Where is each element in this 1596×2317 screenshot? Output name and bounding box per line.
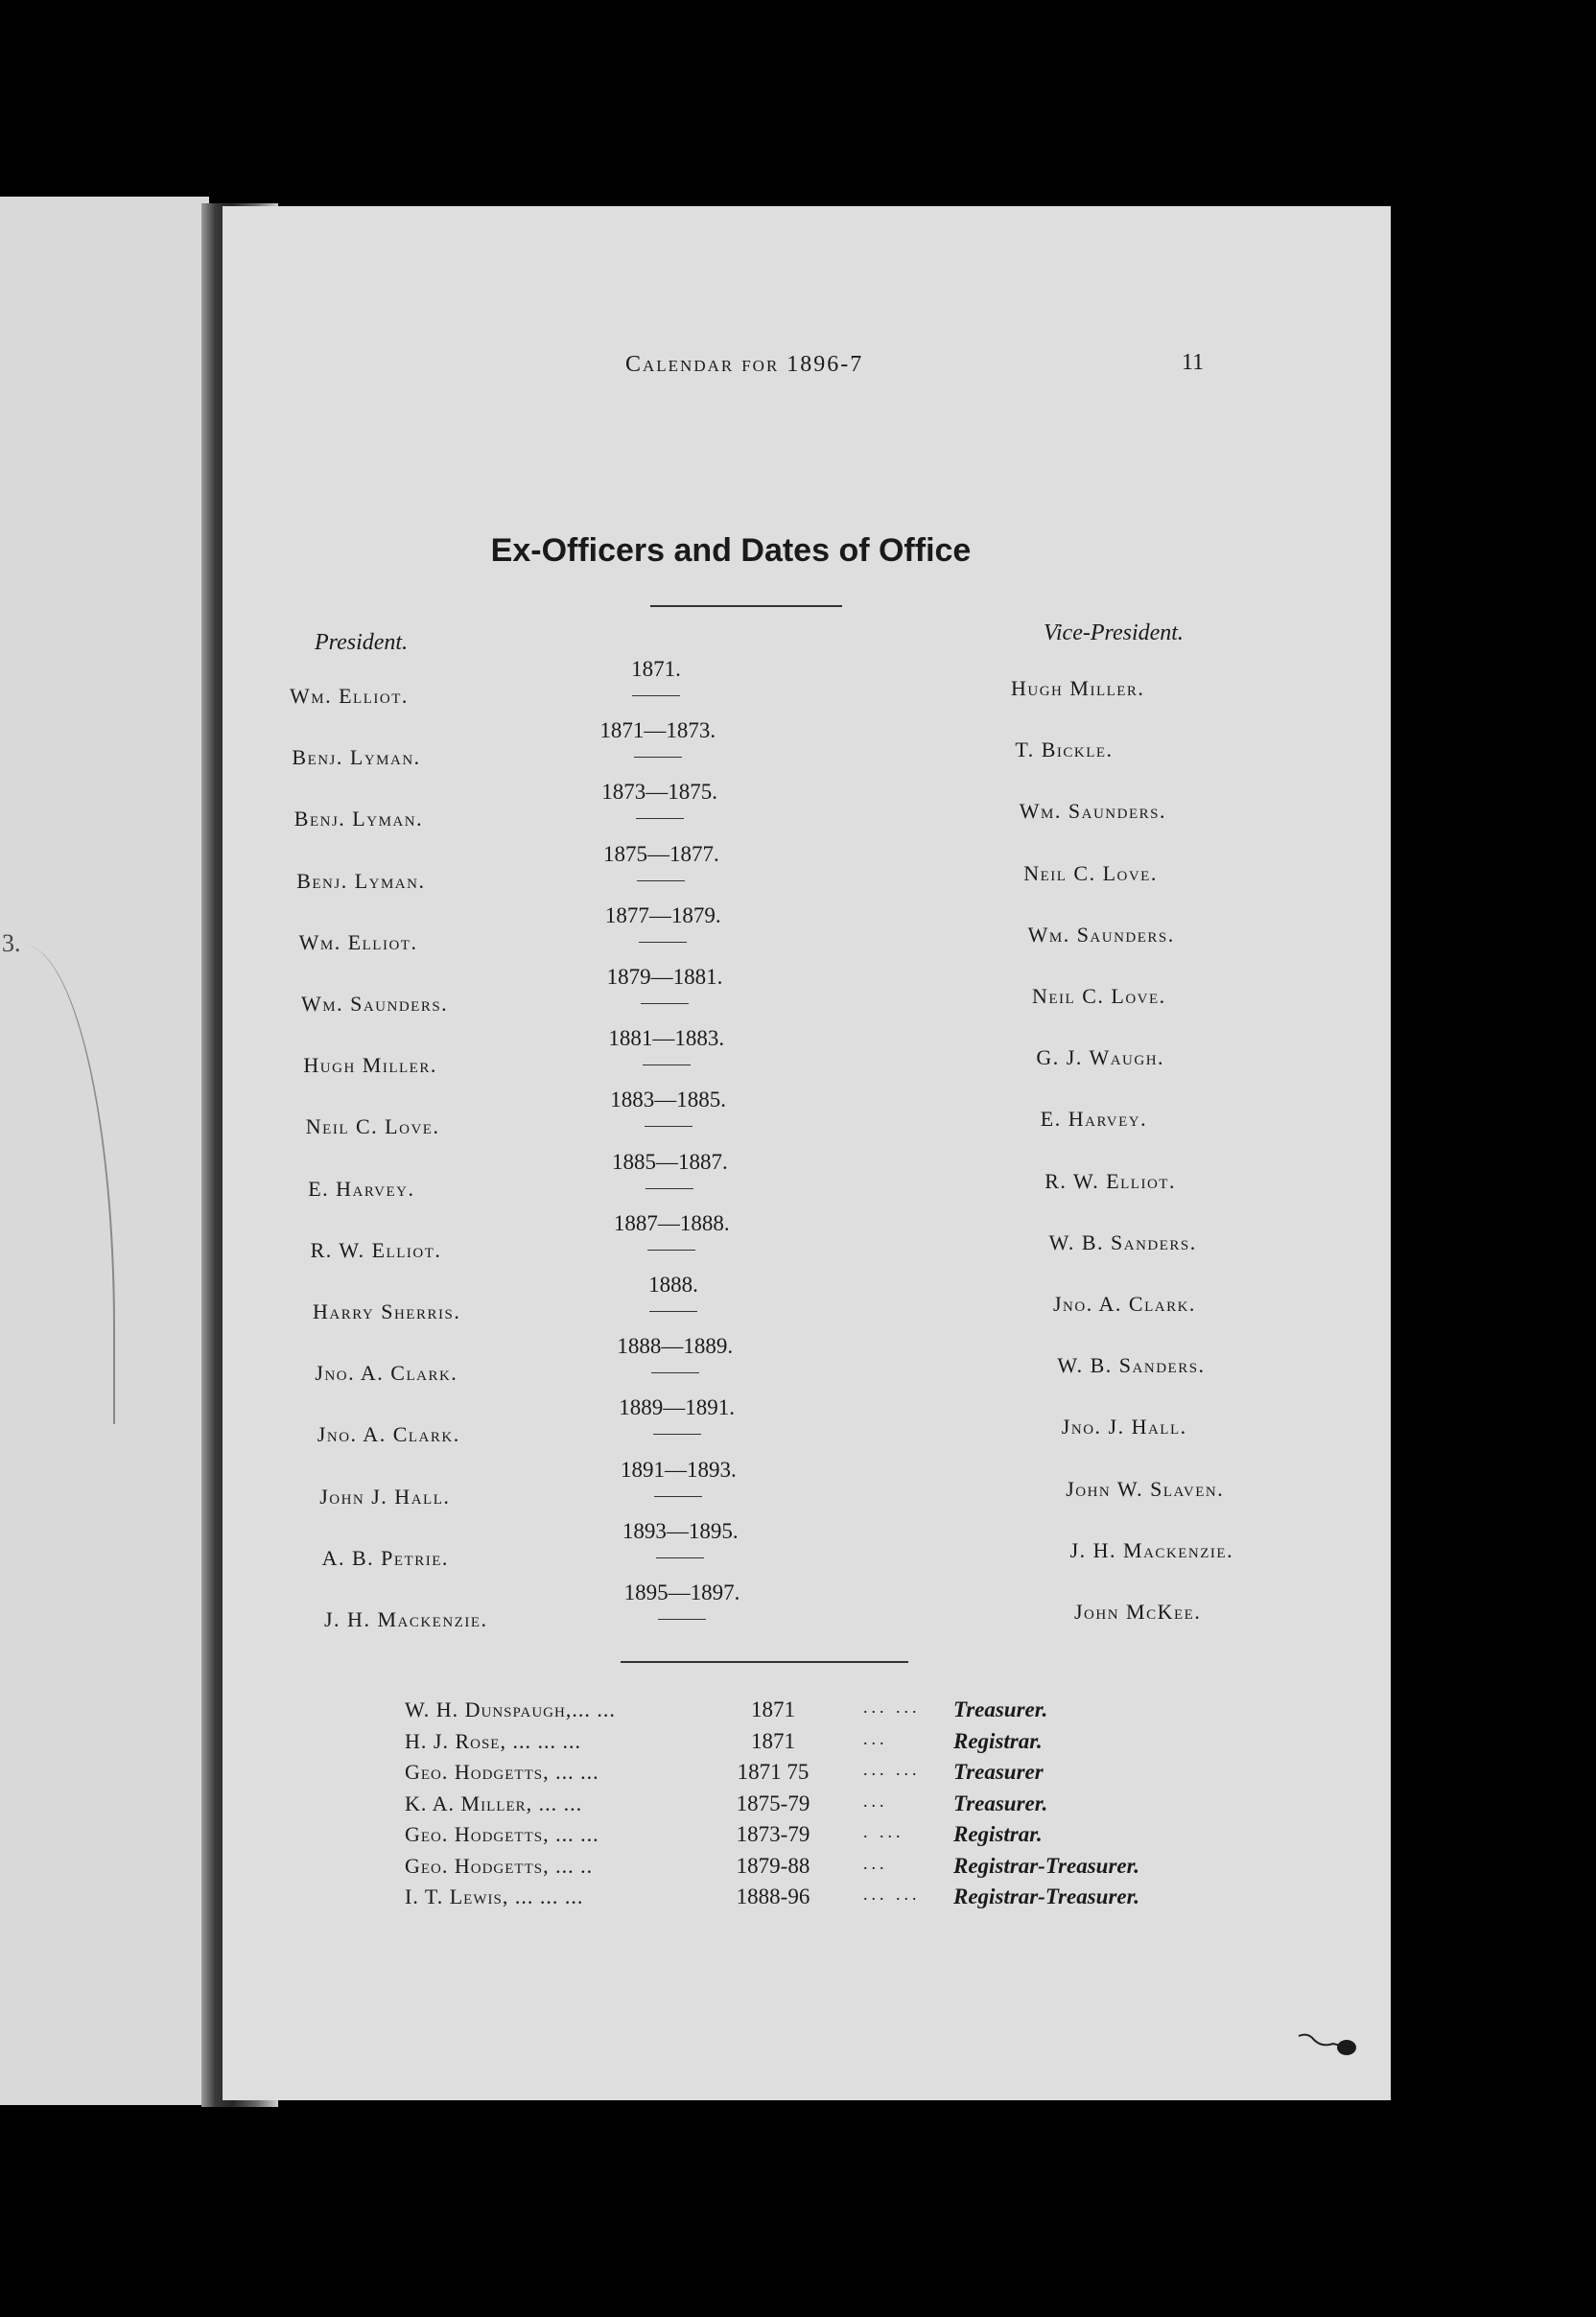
term-separator-dash	[658, 1619, 706, 1620]
president-name: John J. Hall.	[319, 1484, 451, 1509]
officer-role: Registrar.	[953, 1822, 1043, 1846]
president-name: J. H. Mackenzie.	[324, 1607, 488, 1631]
running-header: Calendar for 1896-7	[625, 352, 864, 377]
title-rule	[650, 605, 842, 607]
leader-dots: ...	[863, 1728, 888, 1748]
term-separator-dash	[641, 1003, 689, 1004]
term-separator-dash	[645, 1126, 692, 1127]
vice-president-column-heading: Vice-President.	[1044, 620, 1184, 645]
term-separator-dash	[649, 1311, 697, 1312]
president-name: Jno. A. Clark.	[317, 1422, 460, 1447]
vice-president-name: Neil C. Love.	[1023, 860, 1158, 885]
document-page	[223, 206, 1391, 2100]
left-page-fragment: 3.	[2, 929, 21, 957]
page-number: 11	[1182, 350, 1205, 375]
officer-name: Geo. Hodgetts, ... ...	[405, 1822, 599, 1846]
vice-president-name: Jno. A. Clark.	[1053, 1292, 1196, 1316]
term-separator-dash	[656, 1557, 704, 1558]
officer-role: Registrar-Treasurer.	[953, 1853, 1140, 1878]
president-name: Neil C. Love.	[305, 1114, 440, 1139]
term-separator-dash	[637, 880, 685, 881]
leader-dots: ... ...	[863, 1697, 921, 1717]
term-separator-dash	[639, 942, 687, 943]
term-dates: 1877—1879.	[604, 902, 721, 927]
vice-president-name: R. W. Elliot.	[1044, 1168, 1176, 1193]
officer-name: Geo. Hodgetts, ... ..	[405, 1853, 594, 1878]
officer-years: 1871	[751, 1728, 795, 1753]
term-dates: 1895—1897.	[623, 1580, 740, 1604]
officer-name: H. J. Rose, ... ... ...	[405, 1728, 581, 1753]
term-dates: 1888.	[648, 1273, 698, 1297]
left-page-curve-line	[0, 945, 115, 1424]
officer-years: 1873-79	[736, 1822, 810, 1846]
vice-president-name: Wm. Saunders.	[1019, 799, 1166, 824]
president-name: Hugh Miller.	[303, 1053, 437, 1078]
leader-dots: ... ...	[863, 1760, 921, 1779]
term-separator-dash	[653, 1434, 701, 1435]
term-dates: 1881—1883.	[608, 1026, 725, 1051]
officer-name: I. T. Lewis, ... ... ...	[405, 1884, 584, 1908]
vice-president-name: Wm. Saunders.	[1027, 922, 1175, 947]
president-name: Wm. Elliot.	[290, 684, 409, 708]
term-dates: 1873—1875.	[601, 780, 717, 805]
vice-president-name: Neil C. Love.	[1032, 984, 1166, 1008]
president-name: Harry Sherris.	[313, 1299, 461, 1323]
president-name: R. W. Elliot.	[310, 1237, 442, 1262]
leader-dots: ...	[863, 1790, 888, 1811]
officer-role: Treasurer.	[953, 1790, 1048, 1815]
vice-president-name: Jno. J. Hall.	[1061, 1415, 1187, 1439]
officer-years: 1888-96	[736, 1884, 810, 1908]
leader-dots: . ...	[863, 1822, 904, 1841]
officer-years: 1879-88	[736, 1853, 810, 1878]
vice-president-name: Hugh Miller.	[1011, 676, 1145, 700]
term-dates: 1883—1885.	[610, 1088, 726, 1112]
president-name: A. B. Petrie.	[321, 1545, 449, 1570]
president-column-heading: President.	[315, 630, 409, 655]
president-name: Jno. A. Clark.	[315, 1361, 458, 1386]
term-separator-dash	[636, 818, 684, 819]
term-dates: 1889—1891.	[619, 1395, 735, 1420]
president-name: Wm. Elliot.	[298, 929, 418, 954]
officer-role: Treasurer.	[953, 1697, 1048, 1721]
officer-years: 1871	[751, 1697, 795, 1721]
section-rule	[621, 1661, 908, 1663]
vice-president-name: John McKee.	[1074, 1600, 1202, 1624]
term-separator-dash	[634, 757, 682, 758]
president-name: Wm. Saunders.	[301, 992, 449, 1016]
vice-president-name: W. B. Sanders.	[1048, 1229, 1197, 1254]
term-separator-dash	[632, 695, 680, 696]
left-page-edge	[0, 197, 209, 2105]
leader-dots: ... ...	[863, 1884, 921, 1904]
officer-role: Treasurer	[953, 1760, 1044, 1784]
officer-role: Registrar.	[953, 1728, 1043, 1753]
officer-role: Registrar-Treasurer.	[953, 1884, 1140, 1908]
president-name: Benj. Lyman.	[293, 807, 424, 831]
president-name: Benj. Lyman.	[296, 868, 426, 893]
term-dates: 1887—1888.	[613, 1210, 730, 1235]
term-dates: 1875—1877.	[603, 841, 719, 866]
vice-president-name: J. H. Mackenzie.	[1069, 1537, 1234, 1562]
term-separator-dash	[651, 1372, 699, 1373]
page-title: Ex-Officers and Dates of Office	[490, 532, 972, 569]
vice-president-name: John W. Slaven.	[1066, 1476, 1225, 1501]
president-name: E. Harvey.	[308, 1176, 415, 1201]
term-dates: 1888—1889.	[617, 1334, 734, 1359]
term-dates: 1885—1887.	[612, 1149, 728, 1174]
vice-president-name: T. Bickle.	[1015, 737, 1114, 762]
term-separator-dash	[647, 1250, 695, 1251]
vice-president-name: W. B. Sanders.	[1057, 1353, 1206, 1378]
officer-years: 1875-79	[736, 1790, 810, 1815]
officer-years: 1871 75	[737, 1760, 810, 1784]
vice-president-name: G. J. Waugh.	[1036, 1045, 1165, 1070]
president-name: Benj. Lyman.	[292, 745, 421, 770]
vice-president-name: E. Harvey.	[1040, 1107, 1148, 1132]
term-dates: 1879—1881.	[606, 965, 723, 989]
term-separator-dash	[654, 1496, 702, 1497]
term-dates: 1893—1895.	[622, 1518, 739, 1543]
term-dates: 1891—1893.	[621, 1457, 737, 1482]
term-separator-dash	[645, 1188, 693, 1189]
term-dates: 1871—1873.	[599, 718, 716, 743]
officer-name: K. A. Miller, ... ...	[405, 1790, 583, 1815]
officer-name: W. H. Dunspaugh,... ...	[405, 1697, 616, 1721]
term-dates: 1871.	[631, 657, 681, 681]
leader-dots: ...	[863, 1853, 888, 1873]
ink-blot-mark	[1297, 2026, 1364, 2063]
officer-name: Geo. Hodgetts, ... ...	[405, 1760, 599, 1784]
